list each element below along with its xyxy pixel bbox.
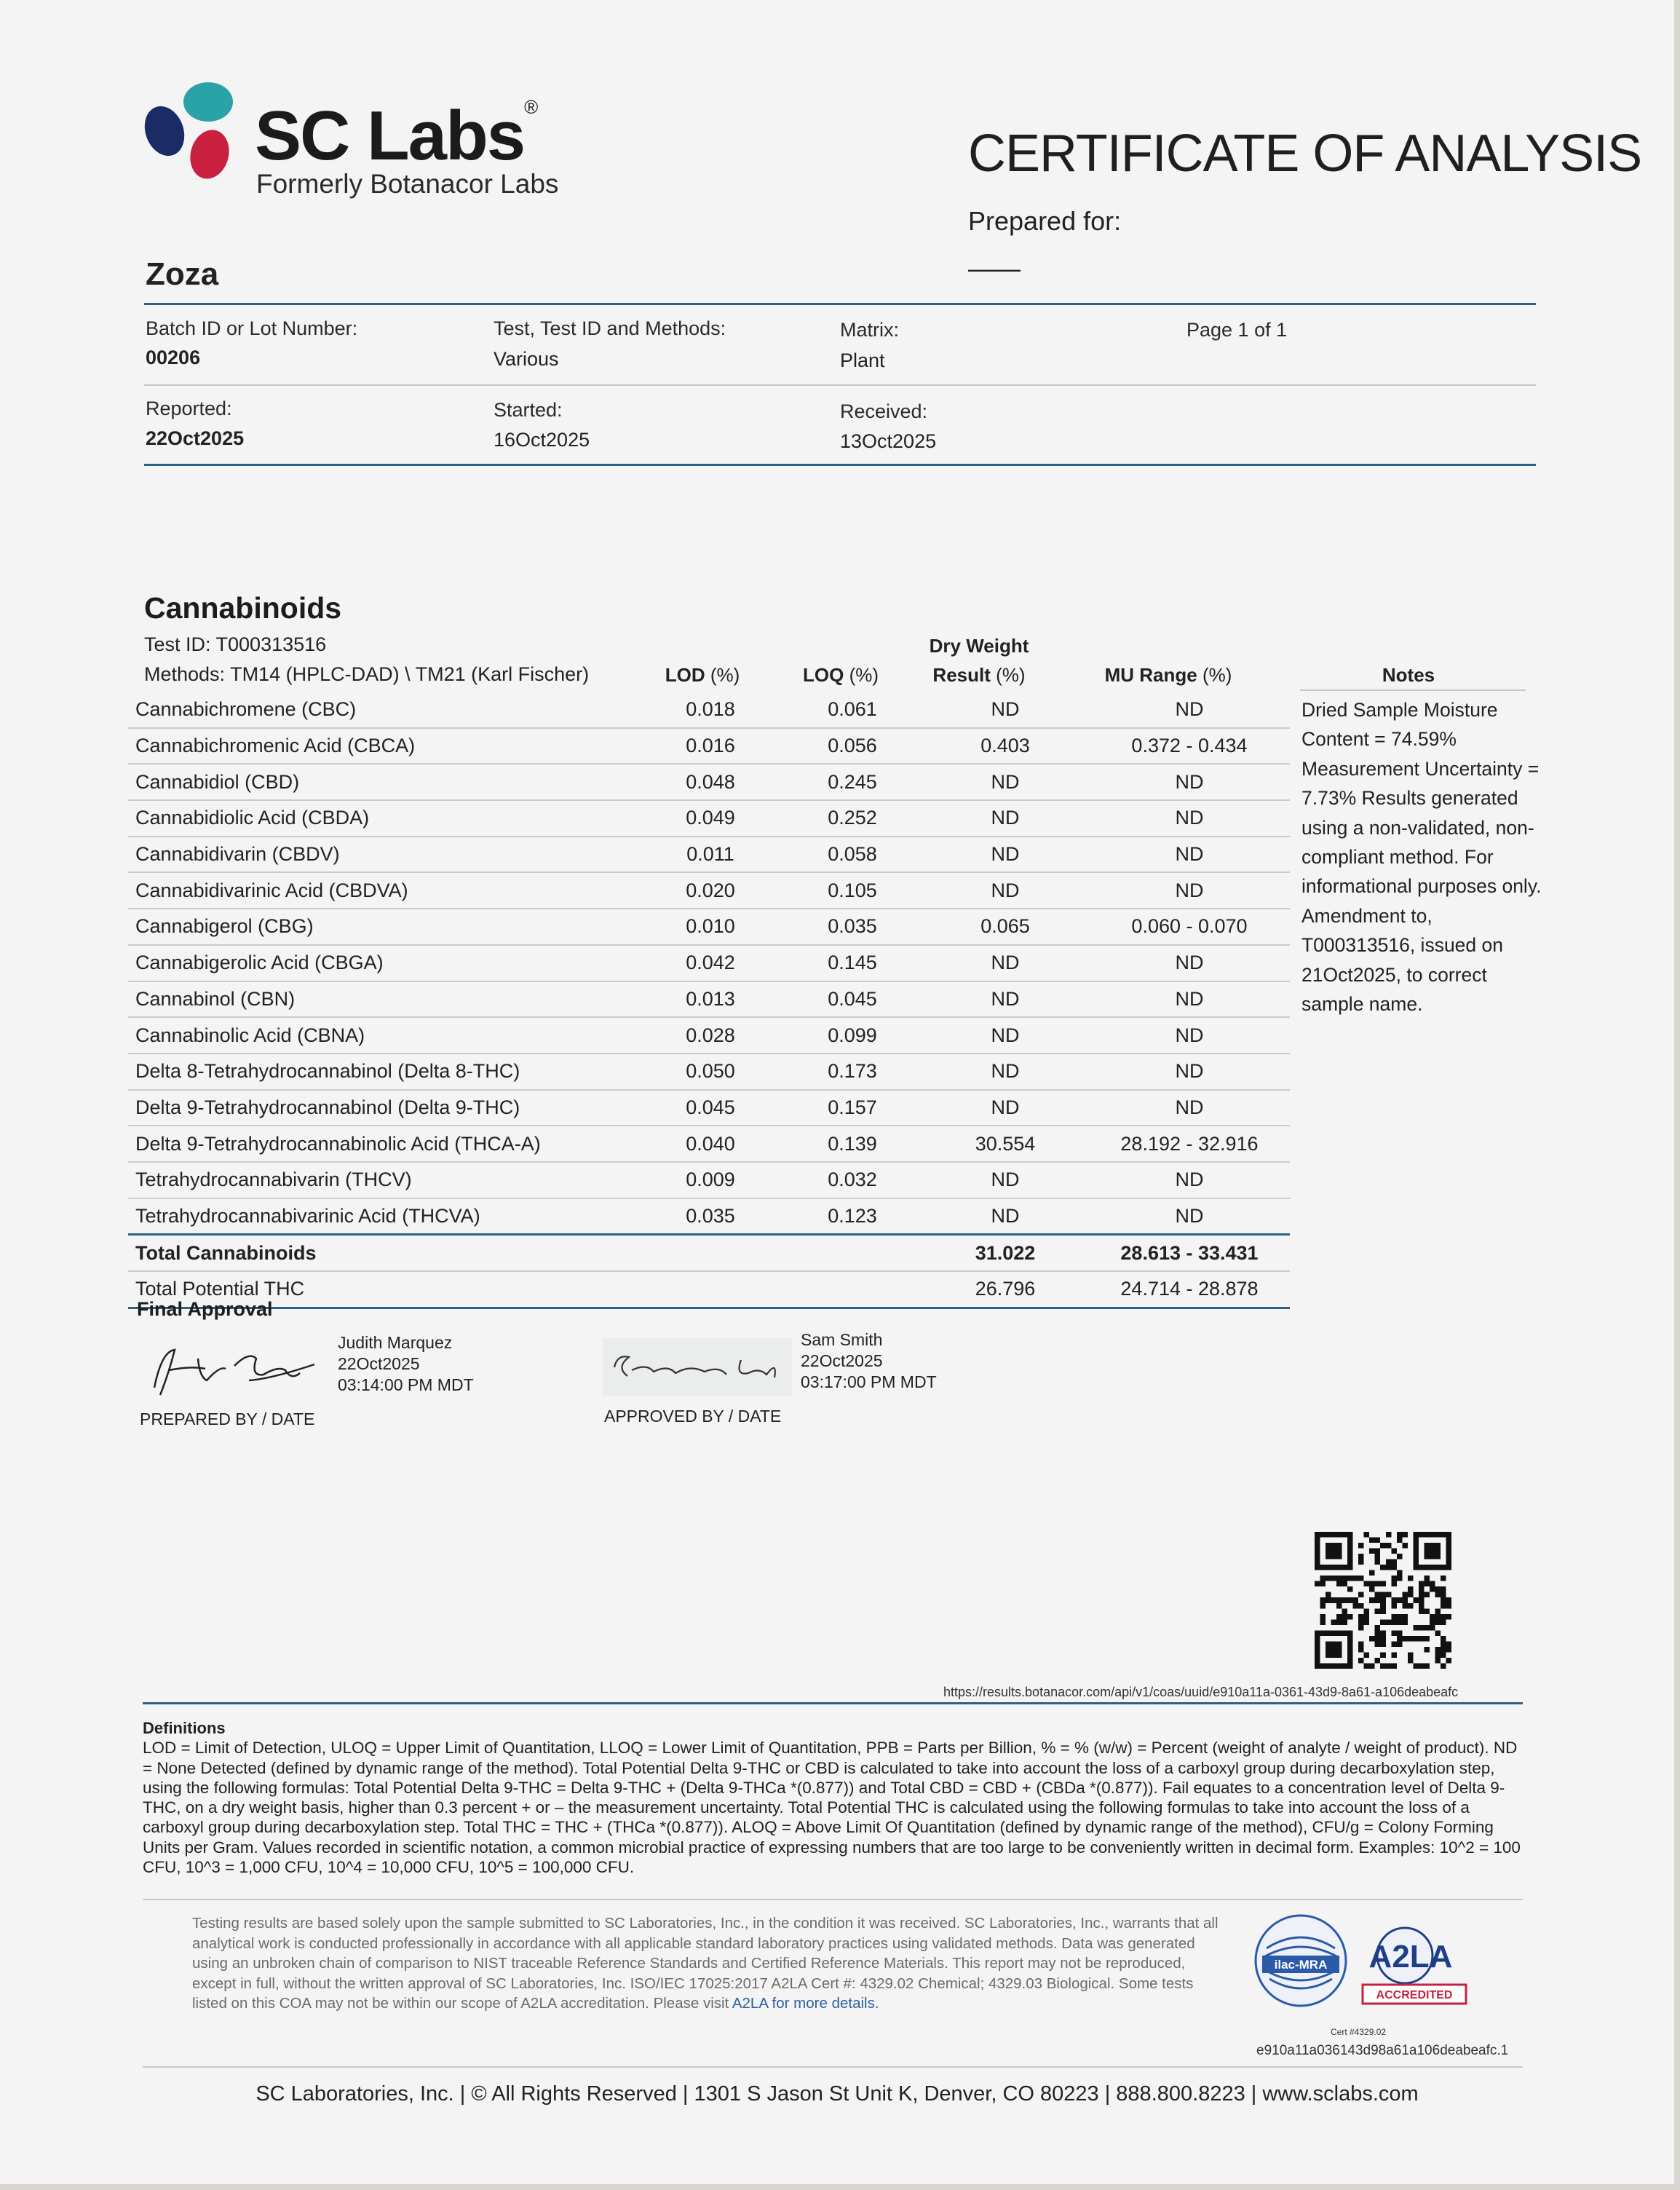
- analyte-name: Delta 9-Tetrahydrocannabinol (Delta 9-THC): [128, 1090, 638, 1126]
- prepared-caption: PREPARED BY / DATE: [140, 1410, 315, 1428]
- loq-value: 0.145: [783, 945, 922, 981]
- loq-value: 0.035: [783, 909, 922, 945]
- results-table: [128, 692, 1290, 1309]
- methods: Methods: TM14 (HPLC-DAD) \ TM21 (Karl Fischer): [144, 663, 590, 685]
- approved-date: 22Oct2025: [801, 1351, 883, 1370]
- result-value: 30.554: [922, 1126, 1089, 1162]
- result-value: ND: [922, 945, 1089, 981]
- result-value: ND: [922, 981, 1089, 1018]
- result-value: 0.065: [922, 909, 1089, 945]
- result-value: ND: [922, 1090, 1089, 1126]
- loq-value: 0.045: [783, 981, 922, 1018]
- batch-value: 00206: [146, 347, 201, 368]
- lod-value: 0.048: [638, 764, 783, 800]
- ilac-mra-badge-icon: [1252, 1912, 1350, 2009]
- loq-value: 0.105: [783, 872, 922, 909]
- analyte-name: Cannabidiolic Acid (CBDA): [128, 800, 638, 837]
- result-value: ND: [922, 800, 1089, 837]
- mu-range-value: ND: [1089, 1198, 1290, 1235]
- empty-cell: [638, 1235, 783, 1271]
- reported-value: 22Oct2025: [146, 427, 245, 449]
- document-title: CERTIFICATE OF ANALYSIS: [968, 124, 1642, 183]
- mu-range-value: ND: [1089, 872, 1290, 909]
- col-loq: LOQ (%): [802, 664, 879, 686]
- col-mu-range: MU Range (%): [1104, 664, 1232, 686]
- analyte-name: Cannabinol (CBN): [128, 981, 638, 1018]
- svg-text:ACCREDITED: ACCREDITED: [1376, 1989, 1453, 2001]
- loq-value: 0.056: [783, 728, 922, 764]
- test-value: Various: [494, 348, 559, 370]
- a2la-accredited-badge-icon: [1360, 1922, 1469, 2008]
- loq-value: 0.157: [783, 1090, 922, 1126]
- empty-cell: [783, 1271, 922, 1308]
- prepared-name: Judith Marquez: [338, 1333, 453, 1352]
- analyte-name: Cannabidivarin (CBDV): [128, 837, 638, 873]
- mu-range-value: ND: [1089, 837, 1290, 873]
- lod-value: 0.028: [638, 1017, 783, 1054]
- lod-value: 0.011: [638, 837, 783, 873]
- approved-signature: [603, 1338, 792, 1396]
- loq-value: 0.061: [783, 692, 922, 728]
- loq-value: 0.245: [783, 764, 922, 800]
- matrix-value: Plant: [840, 349, 885, 371]
- footer: SC Laboratories, Inc. | © All Rights Reserved | 1301 S Jason St Unit K, Denver, CO 80223 | 888.800.8223 | www.sclabs.com: [255, 2082, 1419, 2106]
- table-row: [128, 837, 1290, 873]
- loq-value: 0.252: [783, 800, 922, 837]
- started-label: Started:: [494, 399, 563, 421]
- received-value: 13Oct2025: [840, 430, 937, 452]
- prepared-date: 22Oct2025: [338, 1354, 420, 1373]
- total-result: 31.022: [922, 1235, 1089, 1271]
- prepared-for-label: Prepared for:: [968, 206, 1122, 236]
- definitions-title: Definitions: [143, 1719, 226, 1737]
- mu-range-value: ND: [1089, 1054, 1290, 1090]
- mu-range-value: 28.192 - 32.916: [1089, 1126, 1290, 1162]
- empty-cell: [638, 1271, 783, 1308]
- analyte-name: Cannabinolic Acid (CBNA): [128, 1017, 638, 1054]
- sc-labs-logo-icon: [140, 79, 242, 184]
- table-row: [128, 945, 1290, 981]
- table-row: [128, 692, 1290, 728]
- total-mu-range: 24.714 - 28.878: [1089, 1271, 1290, 1308]
- lod-value: 0.045: [638, 1090, 783, 1126]
- disclaimer-text: Testing results are based solely upon the sample submitted to SC Laboratories, Inc., in the condition it was received. SC Laboratories, Inc., warrants that all analytical work is conducted professionally in accordance with all applicable standard laboratory practices using validated methods. Data was generated using an unbroken chain of comparison to NIST traceable Reference Standards and Certified Reference Materials. This report may not be reproduced, except in full, without the written approval of SC Laboratories, Inc. ISO/IEC 17025:2017 A2LA Cert #: 4329.02 Chemical; 4329.03 Biological. Some tests listed on this COA may not be within our scope of A2LA accreditation. Please visit: [192, 1915, 1219, 2012]
- batch-label: Batch ID or Lot Number:: [146, 317, 358, 339]
- logo-subtitle: Formerly Botanacor Labs: [256, 169, 559, 199]
- lod-value: 0.020: [638, 872, 783, 909]
- analyte-name: Cannabigerol (CBG): [128, 909, 638, 945]
- lod-value: 0.049: [638, 800, 783, 837]
- definitions-text: LOD = Limit of Detection, ULOQ = Upper Limit of Quantitation, LLOQ = Lower Limit of Quantitation, PPB = Parts per Billion, % = % (w/w) = Percent (weight of analyte / weight of product). ND = None Detected (defined by dynamic range of the method). Total Potential Delta 9-THC or CBD is calculated to take into account the loss of a carboxyl group during decarboxylation step, using the following formulas: Total Potential Delta 9-THC = Delta 9-THC + (Delta 9-THCa *(0.877)) and Total CBD = CBD + (CBDa *(0.877)). Fail equates to a concentration level of Delta 9-THC, on a dry weight basis, higher than 0.3 percent + or – the measurement uncertainty. Total Potential THC is calculated using the following formulas to take into account the loss of a carboxyl group during decarboxylation step. Total THC = THC + (THCa *(0.877)). ALOQ = Above Limit Of Quantitation (defined by dynamic range of the method), CFU/g = Colony Forming Units per Gram. Values recorded in scientific notation, a common microbial practice of expressing numbers that are too large to be conveniently written in decimal form. Examples: 10^2 = 100 CFU, 10^3 = 1,000 CFU, 10^4 = 10,000 CFU, 10^5 = 100,000 CFU.: [143, 1739, 1521, 1877]
- col-lod: LOD (%): [665, 664, 740, 686]
- lod-value: 0.035: [638, 1198, 783, 1235]
- table-row: [128, 1054, 1290, 1090]
- test-label: Test, Test ID and Methods:: [494, 317, 726, 339]
- result-value: ND: [922, 1054, 1089, 1090]
- table-row: [128, 1017, 1290, 1054]
- lod-value: 0.009: [638, 1162, 783, 1198]
- loq-value: 0.099: [783, 1017, 922, 1054]
- logo-name: SC Labs®: [255, 96, 537, 175]
- analyte-name: Cannabidivarinic Acid (CBDVA): [128, 872, 638, 909]
- analyte-name: Cannabidiol (CBD): [128, 764, 638, 800]
- svg-text:ilac-MRA: ilac-MRA: [1274, 1958, 1328, 1972]
- table-row: [128, 728, 1290, 764]
- lod-value: 0.018: [638, 692, 783, 728]
- lod-value: 0.042: [638, 945, 783, 981]
- total-cannabinoids-row: [128, 1235, 1290, 1271]
- document-hash: e910a11a036143d98a61a106deabeafc.1: [1256, 2043, 1509, 2058]
- table-row: [128, 872, 1290, 909]
- disclaimer-divider: [143, 1899, 1523, 1900]
- loq-value: 0.058: [783, 837, 922, 873]
- approved-name: Sam Smith: [801, 1330, 883, 1349]
- svg-text:A2LA: A2LA: [1368, 1939, 1453, 1974]
- a2la-link[interactable]: A2LA for more details.: [732, 1995, 879, 2012]
- col-notes: Notes: [1382, 664, 1435, 686]
- lod-value: 0.013: [638, 981, 783, 1018]
- analyte-name: Tetrahydrocannabivarin (THCV): [128, 1162, 638, 1198]
- table-row: [128, 1090, 1290, 1126]
- notes-header-divider: [1300, 689, 1526, 691]
- total-label: Total Potential THC: [128, 1271, 638, 1308]
- final-approval-title: Final Approval: [137, 1298, 273, 1320]
- table-row: [128, 1198, 1290, 1235]
- mu-range-value: ND: [1089, 800, 1290, 837]
- disclaimer: [192, 1913, 1226, 2014]
- qr-url[interactable]: https://results.botanacor.com/api/v1/coas/uuid/e910a11a-0361-43d9-8a61-a106deabeafc: [943, 1685, 1459, 1699]
- loq-value: 0.139: [783, 1126, 922, 1162]
- page-number: Page 1 of 1: [1186, 319, 1288, 341]
- prepared-for-value: ——: [968, 253, 1021, 283]
- result-value: ND: [922, 764, 1089, 800]
- col-result: Result (%): [932, 664, 1026, 686]
- mu-range-value: ND: [1089, 1090, 1290, 1126]
- result-value: ND: [922, 872, 1089, 909]
- total-result: 26.796: [922, 1271, 1089, 1308]
- empty-cell: [783, 1235, 922, 1271]
- loq-value: 0.123: [783, 1198, 922, 1235]
- lod-value: 0.040: [638, 1126, 783, 1162]
- result-value: ND: [922, 692, 1089, 728]
- matrix-label: Matrix:: [840, 319, 899, 341]
- analyte-name: Cannabichromenic Acid (CBCA): [128, 728, 638, 764]
- prepared-details: [338, 1332, 474, 1396]
- mu-range-value: 0.372 - 0.434: [1089, 728, 1290, 764]
- mu-range-value: ND: [1089, 1017, 1290, 1054]
- mu-range-value: ND: [1089, 764, 1290, 800]
- table-row: [128, 800, 1290, 837]
- mu-range-value: ND: [1089, 692, 1290, 728]
- footer-divider: [143, 2066, 1523, 2068]
- analyte-name: Cannabigerolic Acid (CBGA): [128, 945, 638, 981]
- received-label: Received:: [840, 400, 928, 422]
- definitions: [143, 1718, 1526, 1877]
- approved-details: [801, 1329, 937, 1393]
- analyte-name: Cannabichromene (CBC): [128, 692, 638, 728]
- total-thc-row: [128, 1271, 1290, 1308]
- mu-range-value: 0.060 - 0.070: [1089, 909, 1290, 945]
- loq-value: 0.173: [783, 1054, 922, 1090]
- table-row: [128, 764, 1290, 800]
- cert-number: Cert #4329.02: [1331, 2027, 1387, 2037]
- mu-range-value: ND: [1089, 945, 1290, 981]
- lod-value: 0.010: [638, 909, 783, 945]
- approved-caption: APPROVED BY / DATE: [604, 1407, 782, 1426]
- lod-value: 0.050: [638, 1054, 783, 1090]
- started-value: 16Oct2025: [494, 429, 590, 451]
- result-value: ND: [922, 1198, 1089, 1235]
- table-row: [128, 1162, 1290, 1198]
- total-label: Total Cannabinoids: [128, 1235, 638, 1271]
- test-id: Test ID: T000313516: [144, 633, 327, 655]
- result-value: ND: [922, 1162, 1089, 1198]
- result-value: ND: [922, 837, 1089, 873]
- header-divider: [144, 303, 1536, 305]
- section-title: Cannabinoids: [144, 591, 342, 625]
- prepared-signature: [140, 1337, 322, 1402]
- col-dry-weight: Dry Weight: [929, 635, 1029, 657]
- mu-range-value: ND: [1089, 1162, 1290, 1198]
- analyte-name: Tetrahydrocannabivarinic Acid (THCVA): [128, 1198, 638, 1235]
- reported-label: Reported:: [146, 398, 232, 419]
- result-value: ND: [922, 1017, 1089, 1054]
- lod-value: 0.016: [638, 728, 783, 764]
- client-name: Zoza: [146, 256, 219, 292]
- definitions-divider: [143, 1702, 1523, 1704]
- notes-text: Dried Sample Moisture Content = 74.59% Measurement Uncertainty = 7.73% Results generated using a non-validated, non-compliant method. For informational purposes only. Amendment to, T000313516, issued on 21Oct2025, to correct sample name.: [1301, 699, 1542, 1016]
- info-bottom-divider: [144, 464, 1536, 466]
- total-mu-range: 28.613 - 33.431: [1089, 1235, 1290, 1271]
- approved-time: 03:17:00 PM MDT: [801, 1372, 937, 1391]
- qr-code-icon[interactable]: [1315, 1532, 1451, 1669]
- table-row: [128, 981, 1290, 1018]
- table-row: [128, 1126, 1290, 1162]
- prepared-time: 03:14:00 PM MDT: [338, 1375, 474, 1394]
- mu-range-value: ND: [1089, 981, 1290, 1018]
- analyte-name: Delta 8-Tetrahydrocannabinol (Delta 8-THC): [128, 1054, 638, 1090]
- analyte-name: Delta 9-Tetrahydrocannabinolic Acid (THCA-A): [128, 1126, 638, 1162]
- loq-value: 0.032: [783, 1162, 922, 1198]
- info-divider: [144, 384, 1536, 386]
- table-row: [128, 909, 1290, 945]
- result-value: 0.403: [922, 728, 1089, 764]
